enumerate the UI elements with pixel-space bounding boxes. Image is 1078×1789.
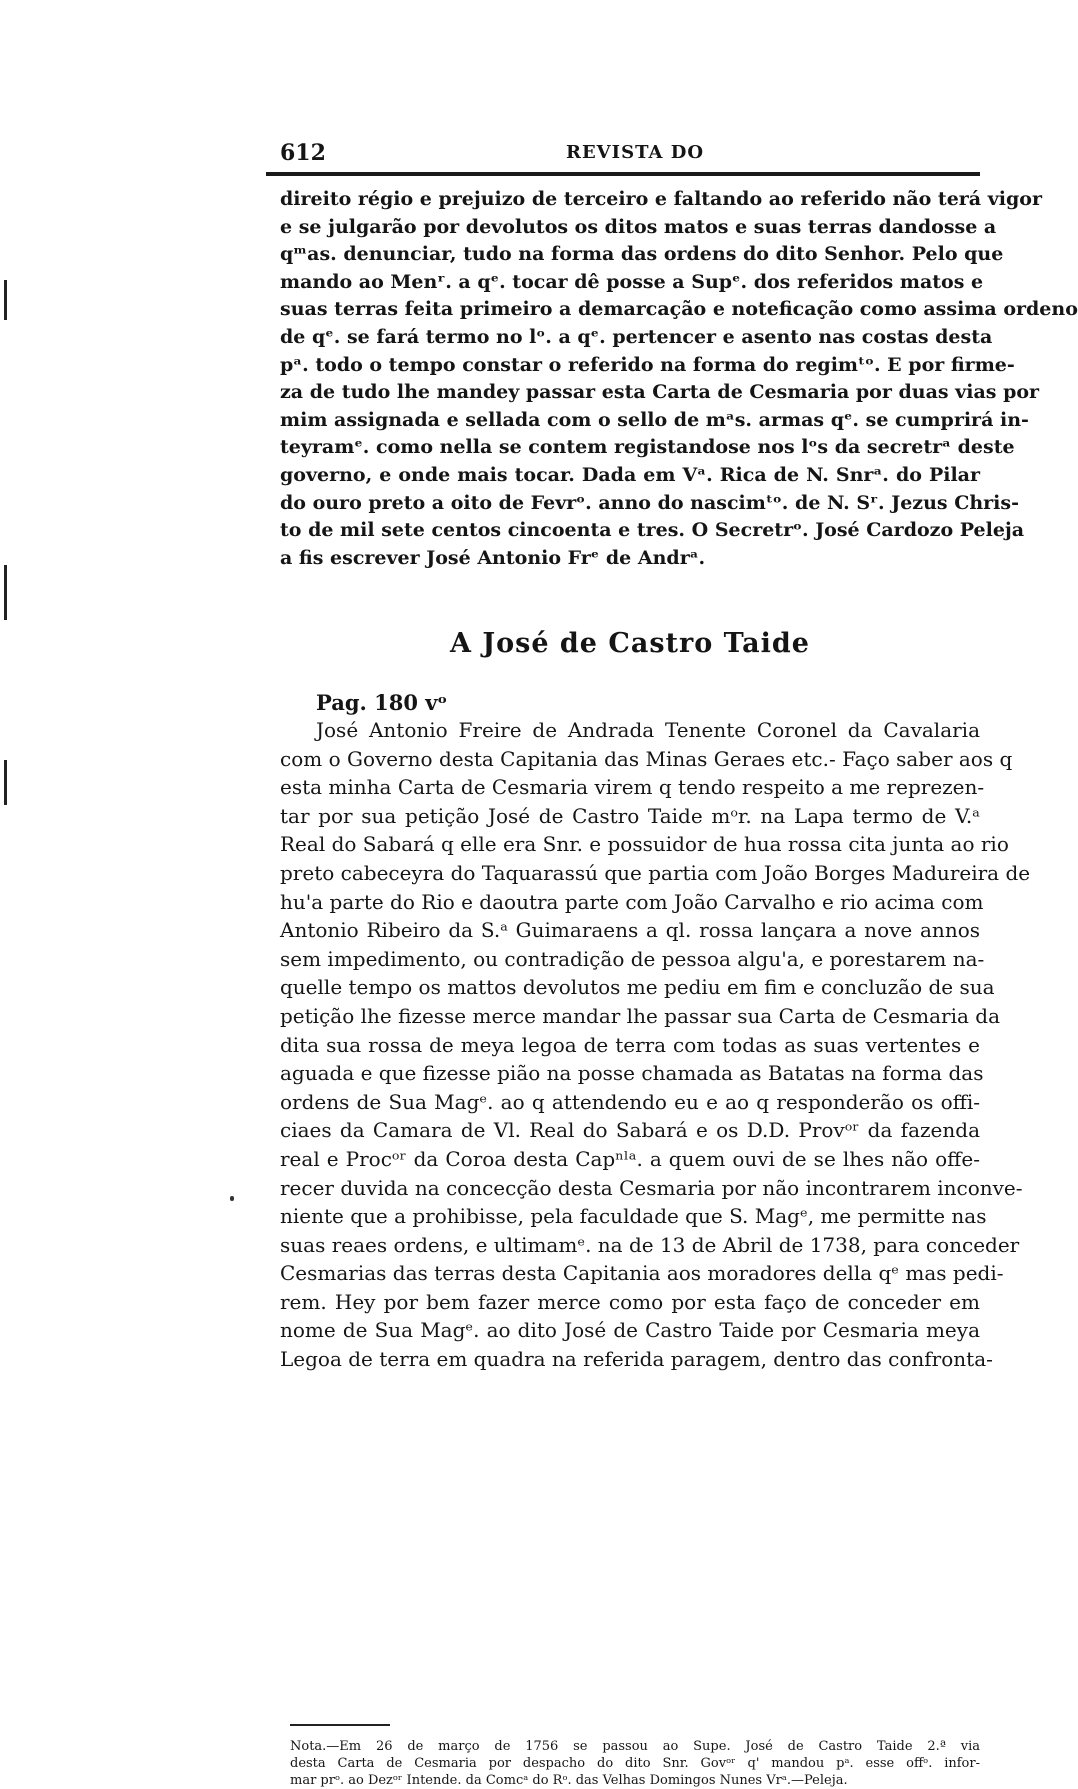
scan-edge-mark <box>4 760 7 805</box>
page-number: 612 <box>280 140 326 166</box>
ink-speck <box>230 1196 234 1201</box>
charter-paragraph <box>280 716 1031 1374</box>
text-line: mim assignada e sellada com o sello de mᵃs. armas qᵉ. se cumprirá in- <box>280 408 1029 431</box>
text-line: ciaes da Camara de Vl. Real do Sabará e os D.D. Provᵒʳ da fazenda <box>280 1118 980 1143</box>
footnote-rule <box>290 1724 390 1726</box>
footnote <box>290 1738 980 1789</box>
page-reference: Pag. 180 vᵒ <box>316 690 448 715</box>
text-line: direito régio e prejuizo de terceiro e faltando ao referido não terá vigor <box>280 188 1042 210</box>
text-line: rem. Hey por bem fazer merce como por esta faço de conceder em <box>280 1289 980 1314</box>
text-line: aguada e que fizesse pião na posse chamada as Batatas na forma das <box>280 1061 984 1086</box>
text-line: do ouro preto a oito de Fevrᵒ. anno do nascimᵗᵒ. de N. Sʳ. Jezus Chris- <box>280 491 1019 514</box>
text-line: suas terras feita primeiro a demarcação e noteficação como assima ordeno <box>280 298 1078 321</box>
scan-edge-mark <box>4 280 7 320</box>
text-line: recer duvida na concecção desta Cesmaria por não incontrarem inconve- <box>280 1175 1023 1200</box>
scan-edge-mark <box>4 565 7 620</box>
text-line: teyramᵉ. como nella se contem registandose nos lᵒs da secretrᵃ deste <box>280 436 1015 459</box>
text-line: a fis escrever José Antonio Frᵉ de Andrᵃ. <box>280 546 706 569</box>
running-title: REVISTA DO <box>566 142 704 163</box>
header-rule <box>266 172 980 176</box>
footnote-line: Nota.—Em 26 de março de 1756 se passou ao Supe. José de Castro Taide 2.ª via <box>290 1739 980 1754</box>
text-line: dita sua rossa de meya legoa de terra com todas as suas vertentes e <box>280 1032 980 1057</box>
text-line: governo, e onde mais tocar. Dada em Vᵃ. Rica de N. Snrᵃ. do Pilar <box>280 463 980 486</box>
text-line: qᵐas. denunciar, tudo na forma das ordens do dito Senhor. Pelo que <box>280 243 1004 266</box>
text-line: real e Procᵒʳ da Coroa desta Capⁿˡᵃ. a quem ouvi de se lhes não offe- <box>280 1146 980 1171</box>
text-line: hu'a parte do Rio e daoutra parte com João Carvalho e rio acima com <box>280 889 984 914</box>
text-line: Antonio Ribeiro da S.ᵃ Guimaraens a ql. rossa lançara a nove annos <box>280 918 980 943</box>
footnote-line: desta Carta de Cesmaria por despacho do dito Snr. Govᵒʳ q' mandou pᵃ. esse offᵒ. infor- <box>290 1756 980 1771</box>
text-line: preto cabeceyra do Taquarassú que partia com João Borges Madureira de <box>280 860 1031 885</box>
text-line: e se julgarão por devolutos os ditos matos e suas terras dandosse a <box>280 215 997 238</box>
text-line: nome de Sua Magᵉ. ao dito José de Castro Taide por Cesmaria meya <box>280 1318 980 1343</box>
text-line: pᵃ. todo o tempo constar o referido na forma do regimᵗᵒ. E por firme- <box>280 353 1015 376</box>
text-line: Legoa de terra em quadra na referida paragem, dentro das confronta- <box>280 1347 993 1372</box>
text-line: quelle tempo os mattos devolutos me pediu em fim e concluzão de sua <box>280 975 995 1000</box>
footnote-line: mar prᵒ. ao Dezᵒʳ Intende. da Comcᵃ do Rᵒ. das Velhas Domingos Nunes Vrᵃ.—Peleja. <box>290 1773 848 1788</box>
text-line: Real do Sabará q elle era Snr. e possuidor de hua rossa cita junta ao rio <box>280 832 1009 857</box>
text-line: de qᵉ. se fará termo no lᵒ. a qᵉ. pertencer e asento nas costas desta <box>280 325 993 348</box>
text-line: José Antonio Freire de Andrada Tenente Coronel da Cavalaria <box>316 718 980 742</box>
text-line: tar por sua petição José de Castro Taide mᵒr. na Lapa termo de V.ᵃ <box>280 803 980 828</box>
text-line: ordens de Sua Magᵉ. ao q attendendo eu e ao q responderão os offi- <box>280 1089 980 1114</box>
text-line: za de tudo lhe mandey passar esta Carta de Cesmaria por duas vias por <box>280 381 1040 404</box>
text-line: to de mil sete centos cincoenta e tres. O Secretrᵒ. José Cardozo Peleja <box>280 519 1025 542</box>
text-line: mando ao Menʳ. a qᵉ. tocar dê posse a Supᵉ. dos referidos matos e <box>280 270 984 293</box>
continuation-paragraph <box>280 186 1078 572</box>
section-title: A José de Castro Taide <box>450 628 810 659</box>
text-line: petição lhe fizesse merce mandar lhe passar sua Carta de Cesmaria da <box>280 1003 1001 1028</box>
text-line: sem impedimento, ou contradição de pessoa algu'a, e porestarem na- <box>280 946 985 971</box>
text-line: Cesmarias das terras desta Capitania aos moradores della qᵉ mas pedi- <box>280 1261 1004 1286</box>
running-header <box>266 132 980 172</box>
text-line: suas reaes ordens, e ultimamᵉ. na de 13 de Abril de 1738, para conceder <box>280 1232 1020 1257</box>
text-line: com o Governo desta Capitania das Minas Geraes etc.- Faço saber aos q <box>280 746 1013 771</box>
text-line: niente que a prohibisse, pela faculdade que S. Magᵉ, me permitte nas <box>280 1204 987 1229</box>
text-line: esta minha Carta de Cesmaria virem q tendo respeito a me reprezen- <box>280 775 985 800</box>
